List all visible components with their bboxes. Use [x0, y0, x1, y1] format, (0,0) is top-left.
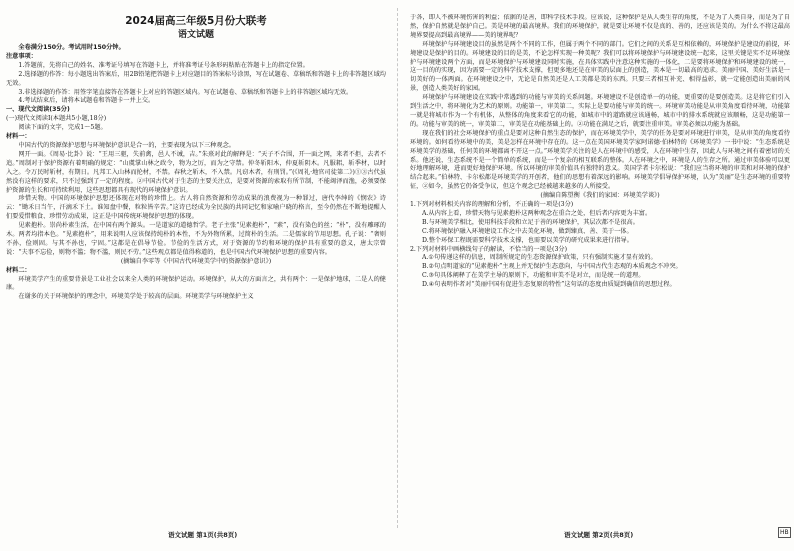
page-footer-left: 语文试题 第1页(共8页)	[168, 531, 238, 539]
question-2-option: B.②句点明道家的“见素抱朴”主观上并无保护生态意向，与中国古代生态观的本质观念不冲突。	[422, 263, 682, 271]
left-column	[6, 14, 386, 524]
question-1-option: B.与环境美学相比，使用科技手段和立足于善的环境保护，其层次都不是很高。	[422, 218, 639, 226]
right-column	[410, 14, 790, 524]
material1-paragraph: 珍惜天物。中国的环境保护思想还体现在对物的珍惜上。古人将自然资源和劳动成果的浪费视为一种罪过，唐代李绅的《悯农》诗云：“锄禾日当午，汗滴禾下土。谁知盘中餐，粒粒皆辛苦。”这诗已经成为全民族的共同记忆和家喻户晓的格言，至今仍然在不断地提醒人们要爱惜粮食、珍惜劳动成果，这正是中国传统环境保护思想的体现。	[6, 195, 386, 221]
material2-heading: 材料二：	[6, 266, 31, 274]
question-2: 2.下列对材料中画横线句子的解读，不恰当的一项是(3分)	[410, 245, 567, 253]
section-heading: 一、现代文阅读(35分)	[6, 106, 70, 114]
material1-paragraph: 见素抱朴。崇尚朴素生活，在中国有两个源头。一是道家的道德哲学。老子主张“见素抱朴”，“素”，没有染色的丝；“朴”，没有雕琢的木。两者均指本色。“见素抱朴”，用来说明人应该保持纯朴的本性，不为外物所累，过简朴的生活。二是儒家的节用思想。孔子说：“奢则不孙，俭则固。与其不孙也，宁固。”这都是在倡导节俭。节俭的生活方式，对于资源的节约和环境的保护具有重要的意义，唐太宗曾说：“夫事不忘俭，则物不滥；物不滥，则民不劳。”这些观点都是值得称道的，也是中国古代环境保护思想的重要内容。	[6, 222, 386, 256]
reading-instruction: 阅读下面的文字，完成1～5题。	[18, 124, 107, 132]
question-2-option: C.③句具体阐释了在美学主导的原则下，功能和审美不是对立，而是统一的道理。	[422, 272, 645, 280]
material1-heading: 材料一：	[6, 133, 31, 141]
material1-source: (摘编自李零等《中国古代环境美学中的资源保护意识》)	[120, 257, 272, 265]
question-1-option: C.将环境保护融入环境建设工作之中去美化环境，做到臻真、善、美于一体。	[422, 227, 633, 235]
page-footer-right: 语文试题 第2页(共8页)	[564, 531, 634, 539]
question-2-option: A.①句传递这样的信息，周制所规定的生态资源保护政策，只有强制实施才显有效的。	[422, 254, 657, 262]
material1-paragraph: 中国古代的资源保护思想与环境保护意识是合一的，主要表现为以下三种观念。	[18, 141, 235, 149]
material1-paragraph: 网开一面。《周易·比卦》说：“王用三驱，失前禽，邑人不诫，吉。”朱熹对此的解释是：“天子不合围，开一面之网，来者不拒，去者不追。”周制对于保护资源有着明确的规定：“山虞掌山林之政令，物为之厉，而为之守禁。仲冬斩阳木，仲夏斩阴木。凡服耜，斩季材，以时入之。令万民时斩材，有期日。凡邦工入山林而抡材，不禁。春秋之斩木，不入禁。凡窃木者，有刑罚。”(《周礼·地官司徒第二》)①③古代虽然没有这样的要求，只不过强到了一定的程度。②中国古代对于生态的主要关注点，是要对资源的索取有所节制，不能竭泽而渔，必须要保护资源的生长和可持续利用，这些思想都具有现代的环境保护意识。	[6, 150, 386, 194]
column-divider	[397, 8, 398, 528]
material2-paragraph: 现在我们的社会环境保护的重点是要对这种自然生态的保护，而在环境美学中，美学的任务是要对环境进行审美，是从审美的角度看待环境的。如何看待环境中的美，美是怎样在环境中存在的。这一点在美国环境美学家阿诺德·伯林特的《环境美学》一书中说：“生态系统是环境美学的基础，任何美的环境都离不开这一点。”环境美学关注的是人在环境中的感受，人在环境中生存，因此人与环境之间有着密切的关系。他还说，生态系统不是一个简单的系统，而是一个复杂的相互联系的整体。人在环境之中，环境是人的生存之所。通过审美体验可以更好地理解环境，进而更好地保护环境。所以环境的审美价值具有独特的意义。美国学者卡尔松说：“我们应当将环境的审美和对环境的保护结合起来。”伯林特、卡尔松都是环境美学的开创者，他们的思想有着深远的影响。环境美学倡导保护环境，认为“美丽”是生态环境的重要特征，②如今，虽然它仍备受争议，但这个观念已经被越来越多的人所接受。	[410, 129, 790, 191]
material2-paragraph: 在谢多的关于环境保护的理念中，环境美学处于较高的层面。环境美学与环境保护主义	[18, 293, 254, 301]
notice-item: 4.考试结束后，请将本试题卷和答题卡一并上交。	[18, 97, 155, 105]
material2-paragraph: 环境保护与环境建设在实践中常遇到的功能与审美的关系问题。环境建设不是创造单一的功能，更重要的是要创造美。这是将它们引入到生活之中，将环境化为艺术的原则。功能第一，审美第二，实际上是要功能与审美的统一。环境审美功能是从审美角度看待环境，功能第一就是将城市作为一个有机体，从整体的角度来看它的功能，如城市中的道路就应该通畅，城市中的排水系统就应该顺畅，这是功能第一的。功能与审美的统一，审美第二，审美是在功能基础上的。②功能在满足之后，就要注重审美。审美必须以功能为基础。	[410, 94, 790, 128]
material2-paragraph: 环境保护与环境建设目的虽然是两个不同的工作，但属于两个不同的部门。它们之间的关系是互相依赖的，环境保护是建设的前提，环境建设是保护的目的。环境建设的目的是美，不论怎样实现一种美呢？我们可以将环境保护与环境建设统一起来，这里关键是实不足环境保护与环境建设两个方面，而是环境保护与环境建设同时实施，在具体实践中注意这种实施的一体化，二是要将环境保护和环境建设的统一，这一目的的实现，因为需要一定的科学技术支撑，但更多地还是在审美的层面上的创造，美本是一切最高的追求。美丽中国、美好生活是一切美好的一体两面。在环境建设之中，无论是自然美还是人工美都是美的东西。只要三者相互补充、相得益彰，就一定能创造出美丽的风景，创造人类美好的家园。	[410, 40, 790, 93]
notice-item: 1.答题前，先将自己的姓名、准考证号填写在答题卡上，并将准考证号条形码粘贴在答题卡上的指定位置。	[18, 61, 309, 69]
notice-item: 3.非选择题的作答：用签字笔直接答在答题卡上对应的答题区域内。写在试题卷、草稿纸和答题卡上的非答题区域均无效。	[18, 88, 353, 96]
question-2-option: D.④句表明作者对“美丽中国有促进生态复原的特性”这句话的态度由质疑到确信的思想过程。	[422, 281, 676, 289]
publisher-badge: HB	[780, 529, 789, 536]
material2-paragraph: 于各，即人不被环境伤害的利益；依据的是善，即科学技术手段。应该说，这种保护是从人类生存的角度，不是为了人类自身，而是为了自然，保护自然就是保护自己。美是环境的最高境界。我们的环境保护，就是要让环境不仅是真的、善的，还应该是美的。为什么不将这最高境界要提高到最高境界——美的境界呢？	[410, 14, 790, 39]
question-1-option: A.从内容上看，珍惜天物与见素抱朴这两种观念在重合之处，但后者内容更为丰富。	[422, 209, 652, 217]
score-line: 全卷满分150分。考试用时150分钟。	[18, 44, 125, 51]
exam-title: 2024届高三年级5月份大联考	[125, 15, 267, 27]
notice-item: 2.选择题的作答：每小题选出答案后，用2B铅笔把答题卡上对应题目的答案标号涂黑，写在试题卷、草稿纸和答题卡上的非答题区域均无效。	[6, 70, 386, 87]
material2-source: (摘编自陈望衡《我们的家园：环境美学谈》)	[540, 192, 660, 200]
material2-paragraph: 环境美学产生的重要背景是工业社会以来全人类的环境保护运动。环境保护，从大的方面言之，共有两个：一是保护地球，二是人的健康。	[6, 275, 386, 292]
question-1: 1.下列对材料相关内容的理解和分析，不正确的一项是(3分)	[410, 201, 574, 209]
subject-title: 语文试题	[177, 30, 214, 40]
notice-heading: 注意事项：	[6, 52, 37, 60]
question-1-option: D.整个环保工程既需要科学技术支撑，也需要以美学的研究成果来进行指导。	[422, 236, 633, 244]
subsection-heading: (一)现代文阅读Ⅰ(本题共5小题,18分)	[6, 115, 107, 123]
